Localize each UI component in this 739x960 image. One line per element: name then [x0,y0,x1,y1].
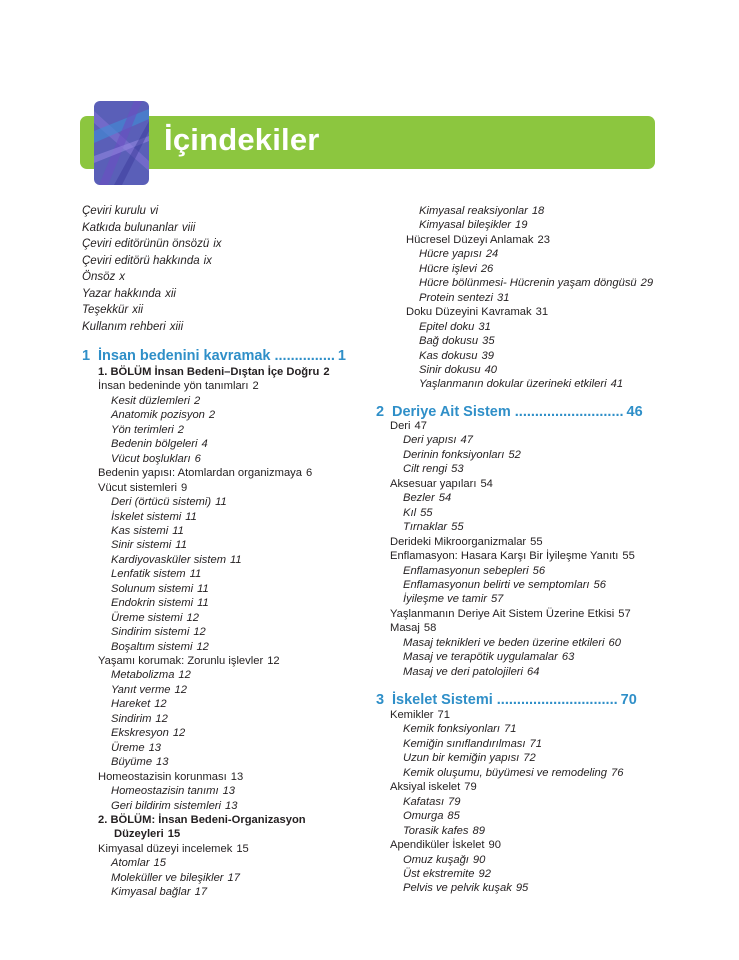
toc-entry-label: Torasik kafes [403,824,469,837]
toc-entry-page: 2 [177,423,185,436]
toc-entry-page: 12 [172,727,186,740]
toc-entry-page: 40 [484,363,498,376]
toc-entry-label: Deri (örtücü sistemi) [111,496,212,509]
toc-entry-page: 55 [451,521,464,534]
toc-entry-page: 71 [529,737,542,750]
toc-entry [98,814,306,827]
toc-entry [98,467,312,480]
toc-entry-label: Kemikler [390,709,434,721]
toc-entry-label: Kimyasal reaksiyonlar [419,205,528,217]
toc-entry-page: 31 [535,306,549,319]
chapter-page: 70 [620,692,637,708]
toc-entry [111,612,199,625]
front-matter-label: Katkıda bulunanlar [82,221,178,234]
toc-entry [390,608,631,621]
toc-entry [111,539,187,552]
toc-entry-page: 15 [236,842,249,855]
toc-entry-page: 9 [180,481,188,494]
decorative-pattern-icon [94,101,149,185]
toc-entry [403,882,528,895]
toc-entry [111,727,185,740]
toc-entry [403,449,521,462]
toc-entry-label: 1. BÖLÜM İnsan Bedeni–Dıştan İçe Doğru [98,366,320,378]
chapter-page: 46 [626,404,643,420]
toc-entry-label: Aksiyal iskelet [390,781,461,794]
toc-entry [111,886,207,899]
front-matter-page: ix [203,254,212,267]
toc-entry [390,709,450,722]
toc-entry [390,420,427,433]
toc-entry-page: 12 [174,683,187,696]
toc-entry-page: 19 [515,219,528,232]
front-matter-item [82,271,125,284]
toc-entry-page: 31 [478,320,491,333]
toc-entry-label: Yaşamı korumak: Zorunlu işlevler [98,655,264,667]
toc-entry-label: Uzun bir kemiğin yapısı [403,752,520,765]
toc-entry [419,364,497,377]
front-matter-item [82,321,183,334]
toc-entry [419,292,509,305]
toc-entry-label: Kemik oluşumu, büyümesi ve remodeling [403,766,607,779]
toc-entry-page: 90 [472,853,486,866]
toc-entry [98,655,280,668]
toc-entry-page: 55 [420,506,433,519]
chapter-heading [376,691,637,709]
toc-entry-label: Yaşlanmanın dokular üzerineki etkileri [419,378,607,391]
toc-entry-label: Moleküller ve bileşikler [111,871,224,884]
toc-entry-label: Protein sentezi [419,291,494,304]
toc-entry-label: Anatomik pozisyon [111,409,205,422]
toc-entry-label: Üst ekstremite [403,867,475,880]
toc-entry-label: Hücre yapısı [419,248,482,261]
toc-entry-label: Hücresel Düzeyi Anlamak [406,233,534,246]
toc-entry-label: Sindirim sistemi [111,626,190,639]
toc-entry-page: 31 [497,291,510,304]
toc-entry-page: 57 [490,593,504,606]
toc-entry-page: 56 [593,578,606,591]
toc-entry-label: Geri bildirim sistemleri [111,799,222,812]
toc-entry-label: Kardiyovasküler sistem [111,553,227,566]
toc-entry-label: Enflamasyonun belirti ve semptomları [403,578,590,591]
toc-entry-label: Kimyasal düzeyi incelemek [98,842,233,855]
toc-entry [98,482,187,495]
toc-entry-page: 11 [189,568,202,581]
chapter-number: 2 [376,404,385,420]
toc-entry-label: Lenfatik sistem [111,568,186,581]
toc-entry-page: 12 [186,611,199,624]
front-matter-label: Çeviri editörü hakkında [82,254,200,267]
toc-entry [390,839,501,852]
toc-entry [403,810,460,823]
toc-entry [111,641,209,654]
toc-entry [111,626,206,639]
toc-entry-page: 85 [447,810,460,823]
front-matter-page: xiii [169,320,184,333]
chapter-number: 3 [376,692,385,708]
chapter-page: 1 [337,348,346,364]
toc-entry-page: 2 [208,409,216,422]
toc-entry [403,637,621,650]
toc-entry [419,378,623,391]
toc-entry-label: Pelvis ve pelvik kuşak [403,882,512,895]
toc-entry [111,872,240,885]
toc-entry-page: 12 [267,655,280,667]
toc-entry-label: İskelet sistemi [111,510,182,523]
toc-entry-label: Deri yapısı [403,434,457,447]
toc-entry-page: 13 [225,799,238,812]
toc-entry [111,424,184,437]
toc-entry-label: Masaj ve deri patolojileri [403,665,524,678]
toc-entry [403,666,539,679]
toc-entry [390,478,493,491]
toc-entry [403,507,433,520]
toc-entry [114,828,180,841]
toc-entry-label: Vücut sistemleri [98,481,177,494]
toc-entry [403,651,574,664]
toc-entry-label: Sinir dokusu [419,363,481,376]
toc-entry-label: Homeostazisin tanımı [111,785,219,798]
toc-entry-label: 2. BÖLÜM: İnsan Bedeni-Organizasyon [98,813,306,826]
toc-entry-page: 60 [608,636,621,649]
toc-entry-label: Homeostazisin korunması [98,770,227,783]
toc-entry [403,854,485,867]
front-matter-item [82,238,222,251]
toc-entry-page: 79 [448,795,461,808]
front-matter-label: Çeviri kurulu [82,205,146,217]
toc-entry-label: Endokrin sistemi [111,597,194,610]
chapter-heading [376,403,643,421]
toc-entry-label: Masaj ve terapötik uygulamalar [403,651,558,664]
toc-entry-label: Omuz kuşağı [403,853,469,866]
toc-entry [111,800,237,813]
chapter-title: Deriye Ait Sistem ........................... [392,404,624,420]
toc-entry [111,409,215,422]
toc-entry-label: Metabolizma [111,669,175,682]
toc-entry-label: Bedenin bölgeleri [111,438,198,451]
toc-entry-page: 55 [530,535,543,548]
toc-entry [419,321,491,334]
toc-entry-page: 90 [488,839,501,852]
front-matter-label: Kullanım rehberi [82,320,166,333]
front-matter-label: Çeviri editörünün önsözü [82,238,210,250]
toc-entry [403,767,623,780]
toc-entry [403,868,491,881]
toc-entry-page: 29 [640,277,654,290]
toc-entry-label: Epitel doku [419,320,475,333]
toc-entry [403,521,464,534]
toc-entry-page: 47 [460,434,473,447]
toc-entry-label: Kas sistemi [111,524,169,537]
toc-entry-page: 71 [504,723,517,736]
toc-entry-page: 39 [481,349,494,362]
toc-entry-page: 64 [527,665,540,678]
toc-entry-label: Kimyasal bağlar [111,886,191,899]
toc-entry-page: 54 [438,492,452,505]
toc-entry-label: Vücut boşlukları [111,452,191,465]
toc-entry-page: 17 [227,871,240,884]
toc-entry-page: 89 [472,824,485,837]
toc-entry-label: Bağ dokusu [419,335,479,348]
toc-entry-page: 24 [485,248,499,261]
toc-entry-page: 41 [610,378,624,391]
toc-entry-page: 23 [537,233,550,246]
toc-entry-page: 12 [193,626,206,639]
toc-entry-label: Boşaltım sistemi [111,640,193,653]
toc-entry [111,511,197,524]
toc-entry [111,742,161,755]
toc-entry-label: Kafatası [403,795,445,808]
toc-entry-page: 11 [230,553,242,566]
toc-entry [403,825,485,838]
toc-entry [419,350,494,363]
toc-entry [111,669,191,682]
toc-entry-label: Apendiküler İskelet [390,839,485,852]
toc-entry [419,335,495,348]
toc-entry [111,453,201,466]
toc-entry [419,277,653,290]
toc-entry [419,248,498,261]
toc-entry [406,306,548,319]
toc-entry [390,550,635,563]
toc-entry [419,205,544,218]
toc-entry-label: Hareket [111,698,151,711]
toc-entry [111,568,201,581]
toc-entry-label: Düzeyleri [114,828,164,841]
toc-entry [406,234,550,247]
front-matter-item [82,304,143,317]
toc-entry-label: Sindirim [111,712,152,725]
toc-entry-label: Masaj [390,622,420,635]
front-matter-label: Yazar hakkında [82,287,162,300]
toc-entry [403,463,464,476]
front-matter-page: xii [132,304,144,316]
toc-entry-page: 15 [153,857,166,870]
toc-entry-label: Büyüme [111,756,153,769]
toc-entry-page: 6 [194,452,201,465]
front-matter-page: xii [165,287,176,300]
toc-entry-label: Derideki Mikroorganizmalar [390,535,527,548]
toc-entry-label: Kas dokusu [419,349,478,362]
toc-entry-page: 72 [523,752,536,765]
toc-entry-label: Sinir sistemi [111,539,172,552]
toc-entry-label: Derinin fonksiyonları [403,448,505,461]
toc-entry-label: Ekskresyon [111,727,169,740]
toc-entry-label: Kıl [403,506,417,519]
toc-entry [111,785,235,798]
toc-entry [111,438,208,451]
toc-entry [390,622,436,635]
toc-entry-page: 6 [305,467,313,480]
toc-entry [419,263,493,276]
toc-entry-page: 13 [156,756,169,769]
toc-entry-page: 11 [172,524,184,537]
toc-entry-page: 13 [148,741,162,754]
toc-entry [111,597,209,610]
toc-entry-page: 12 [178,669,191,682]
toc-entry-page: 2 [323,366,330,378]
toc-entry-page: 17 [194,886,208,899]
toc-entry-label: Yön terimleri [111,423,174,436]
toc-entry-label: Doku Düzeyini Kavramak [406,306,532,319]
title-square-image [94,101,149,185]
toc-entry [403,723,516,736]
toc-entry [403,492,451,505]
front-matter-item [82,205,158,218]
toc-entry-label: Hücre bölünmesi- Hücrenin yaşam döngüsü [419,277,637,290]
toc-entry-page: 63 [561,651,575,664]
toc-entry-page: 12 [196,640,209,653]
front-matter-page: vi [149,205,159,217]
front-matter-item [82,288,176,301]
toc-entry-page: 54 [480,477,493,490]
toc-entry-page: 11 [197,582,209,595]
toc-entry-page: 53 [451,463,464,476]
front-matter-label: Teşekkür [82,304,129,316]
toc-entry-label: Bezler [403,492,435,505]
toc-entry-page: 12 [155,712,168,725]
toc-entry-label: Cilt rengi [403,463,448,476]
toc-entry [403,434,473,447]
toc-entry-page: 13 [222,785,236,798]
chapter-number: 1 [82,348,91,364]
toc-entry-page: 58 [423,622,437,635]
toc-entry [98,843,249,856]
toc-entry-page: 18 [531,205,545,217]
chapter-title: İskelet Sistemi .............................. [392,692,618,708]
toc-entry-label: Deri [390,420,411,432]
toc-entry-page: 2 [252,380,259,393]
front-matter-item [82,222,195,235]
front-matter-item [82,255,212,268]
toc-entry [111,684,187,697]
toc-entry [403,738,542,751]
page-title: İçindekiler [164,122,320,157]
toc-entry-page: 11 [197,597,209,610]
toc-entry-page: 13 [230,770,244,783]
toc-entry [403,565,545,578]
toc-entry [111,395,200,408]
toc-entry [403,593,503,606]
toc-entry-page: 35 [482,335,495,348]
toc-entry-label: Kesit düzlemleri [111,394,190,407]
toc-entry-page: 92 [478,867,491,880]
toc-entry-page: 26 [480,262,494,275]
toc-entry-label: Omurga [403,810,444,823]
toc-entry [419,219,527,232]
toc-entry-page: 76 [610,766,624,779]
toc-entry [111,713,168,726]
toc-entry [390,781,477,794]
toc-entry-label: Kemiğin sınıflandırılması [403,737,526,750]
toc-entry [98,771,243,784]
toc-entry-label: Enflamasyonun sebepleri [403,564,529,577]
toc-entry-label: Kemik fonksiyonları [403,723,500,736]
toc-entry-label: Solunum sistemi [111,582,194,595]
toc-entry [111,583,209,596]
toc-entry [111,857,166,870]
toc-entry [403,579,606,592]
toc-entry-page: 79 [464,781,477,794]
toc-entry-page: 47 [414,420,427,432]
toc-entry-label: Atomlar [111,857,150,870]
toc-entry-label: Masaj teknikleri ve beden üzerine etkileri [403,636,605,649]
toc-entry-page: 2 [193,394,201,407]
toc-entry-page: 4 [201,438,208,451]
chapter-title: İnsan bedenini kavramak ............... [98,348,335,364]
toc-entry-label: Tırnaklar [403,521,448,534]
toc-entry-page: 71 [437,709,450,721]
toc-entry-label: İnsan bedeninde yön tanımları [98,380,249,393]
toc-entry-page: 55 [622,550,635,563]
toc-entry-page: 12 [154,698,167,711]
toc-entry [98,380,259,393]
toc-entry-label: Kimyasal bileşikler [419,219,512,232]
toc-entry-page: 15 [167,828,181,841]
toc-entry [111,756,169,769]
toc-entry-label: Üreme [111,741,145,754]
toc-entry [403,752,536,765]
toc-entry [111,554,242,567]
toc-entry-page: 57 [618,607,631,620]
toc-entry-label: Hücre işlevi [419,262,477,275]
toc-entry-page: 52 [508,448,521,461]
front-matter-page: x [119,271,125,283]
front-matter-page: viii [181,221,196,234]
toc-entry-page: 56 [532,564,546,577]
toc-entry-label: Aksesuar yapıları [390,477,477,490]
toc-entry-label: Yanıt verme [111,683,171,696]
toc-entry-page: 11 [175,539,187,552]
chapter-heading [82,347,346,365]
toc-entry-page: 11 [185,510,197,523]
toc-entry [98,366,330,379]
toc-entry [111,525,184,538]
toc-entry-label: Bedenin yapısı: Atomlardan organizmaya [98,467,302,480]
front-matter-page: ix [213,238,222,250]
toc-entry-label: Yaşlanmanın Deriye Ait Sistem Üzerine Etkisi [390,607,615,620]
toc-entry-page: 95 [515,882,529,895]
toc-entry-label: Üreme sistemi [111,611,183,624]
toc-entry [390,536,543,549]
toc-entry-label: İyileşme ve tamir [403,593,487,606]
toc-entry-label: Enflamasyon: Hasara Karşı Bir İyileşme Yanıtı [390,550,619,563]
toc-entry [111,698,167,711]
toc-entry [111,496,227,509]
front-matter-label: Önsöz [82,271,116,283]
toc-entry-page: 11 [215,496,227,509]
toc-entry [403,796,461,809]
